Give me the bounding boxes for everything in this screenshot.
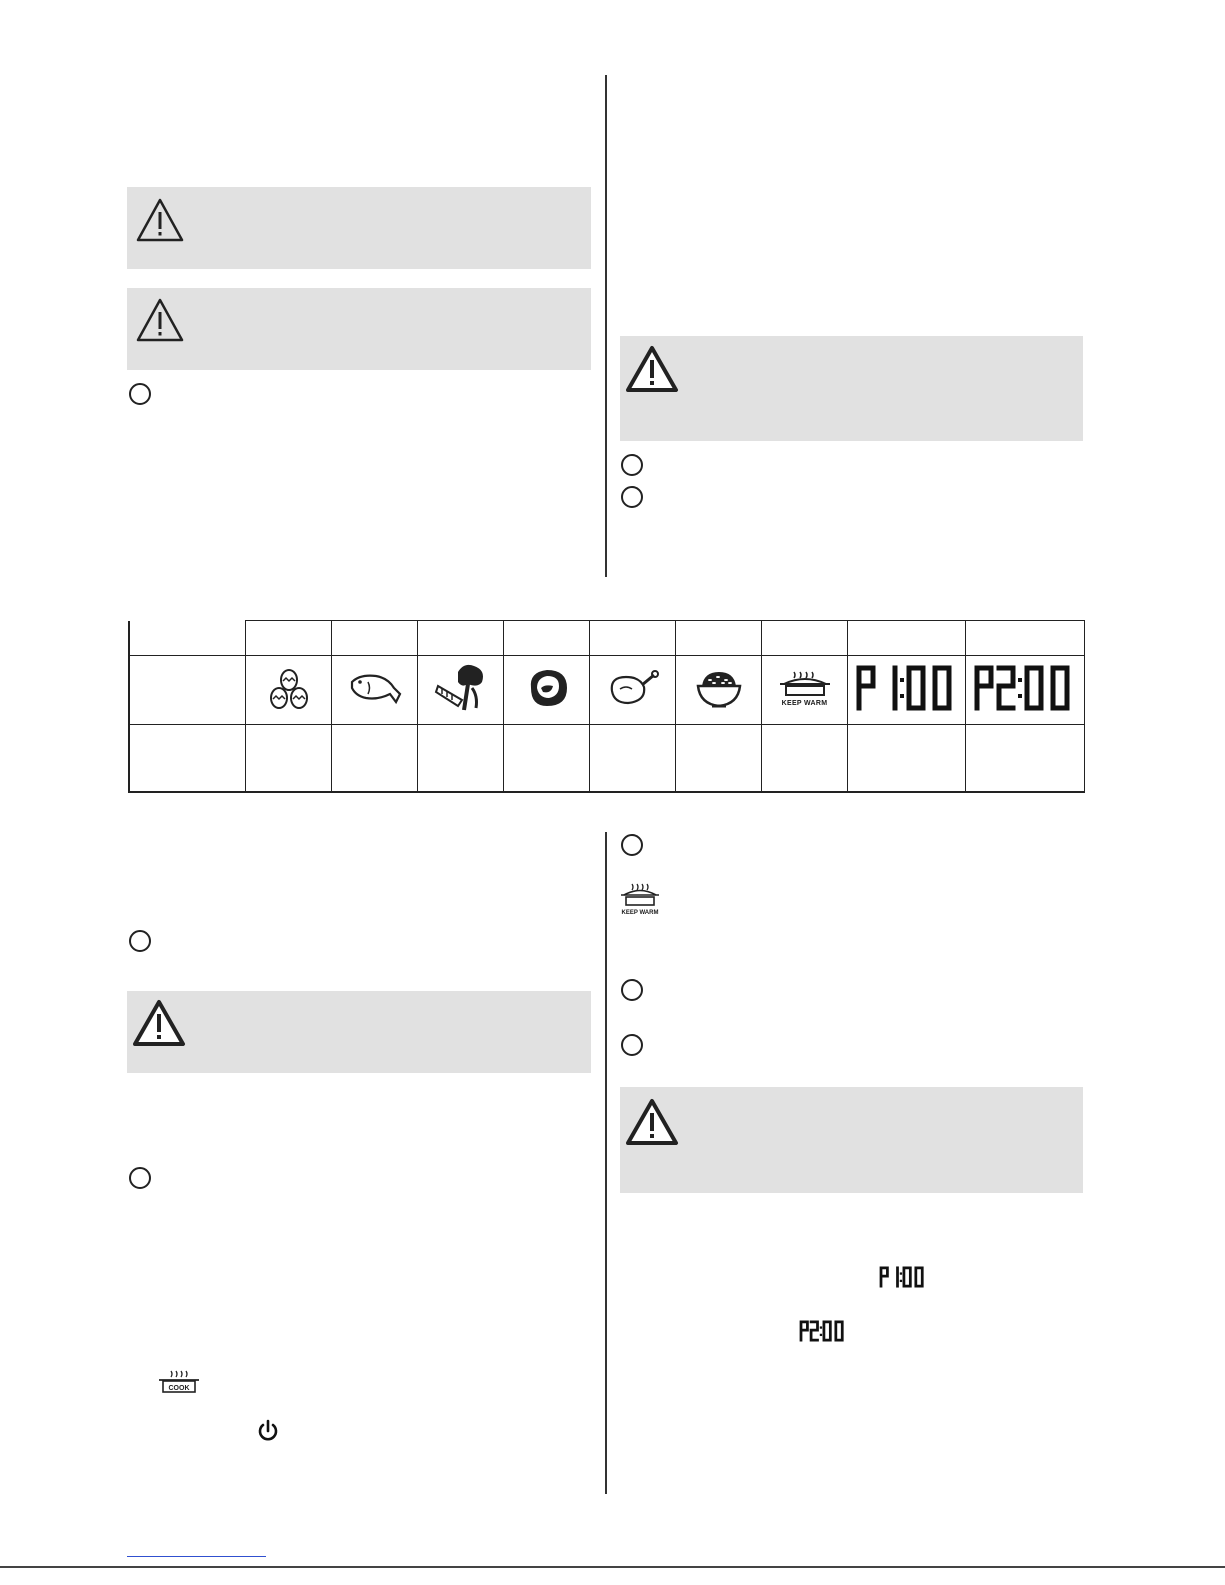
footer-rule <box>0 1566 1225 1568</box>
step-marker-5 <box>129 1167 151 1189</box>
warning-box-2 <box>127 288 591 370</box>
warning-box-5 <box>620 1087 1083 1193</box>
vegetables-icon <box>434 662 488 714</box>
mode-label-cell <box>848 621 966 656</box>
mode-value-cell <box>418 725 504 793</box>
row-label-cell <box>129 725 246 793</box>
table-corner <box>129 656 246 725</box>
cook-icon <box>157 1370 201 1394</box>
column-divider-top <box>605 75 607 577</box>
keep-warm-icon <box>778 670 832 707</box>
p1-inline-display <box>879 1266 927 1293</box>
warning-triangle-icon <box>132 998 186 1048</box>
mode-value-cell <box>676 725 762 793</box>
mode-icon-cell <box>246 656 332 725</box>
cooking-mode-table <box>128 620 1085 793</box>
mode-value-cell <box>504 725 590 793</box>
rice-icon <box>694 666 744 710</box>
mode-label-cell <box>418 621 504 656</box>
cook-caption: COOK <box>168 1385 190 1392</box>
mode-label-cell <box>966 621 1085 656</box>
mode-label-cell <box>590 621 676 656</box>
mode-icon-cell <box>504 656 590 725</box>
keep-warm-caption: KEEP WARM <box>781 700 828 707</box>
warning-box-3 <box>620 336 1083 441</box>
step-marker-2 <box>621 454 643 476</box>
mode-label-cell <box>504 621 590 656</box>
mode-label-cell <box>246 621 332 656</box>
mode-icon-cell <box>676 656 762 725</box>
mode-icon-cell <box>848 656 966 725</box>
mode-label-cell <box>762 621 848 656</box>
warning-box-4 <box>127 991 591 1073</box>
mode-icon-cell <box>332 656 418 725</box>
footer-link-underline[interactable] <box>127 1556 266 1557</box>
step-marker-7 <box>621 979 643 1001</box>
step-marker-4 <box>129 930 151 952</box>
warning-triangle-icon <box>135 297 185 343</box>
warning-triangle-icon <box>625 344 679 394</box>
eggs-icon <box>265 664 313 712</box>
poultry-icon <box>606 667 660 709</box>
mode-icon-cell <box>418 656 504 725</box>
keep-warm-inline-caption: KEEP WARM <box>621 910 659 916</box>
table-corner <box>129 621 246 656</box>
keep-warm-inline-icon <box>617 882 663 918</box>
step-marker-3 <box>621 486 643 508</box>
mode-icon-cell <box>590 656 676 725</box>
mode-value-cell <box>762 725 848 793</box>
mode-label-cell <box>676 621 762 656</box>
mode-label-cell <box>332 621 418 656</box>
p2-inline-display <box>799 1320 847 1347</box>
step-marker-1 <box>129 383 151 405</box>
meat-icon <box>523 666 571 710</box>
program-2-display <box>973 664 1077 712</box>
fish-icon <box>348 668 402 708</box>
warning-box-1 <box>127 187 591 269</box>
mode-value-cell <box>332 725 418 793</box>
power-icon <box>256 1419 280 1443</box>
mode-value-cell <box>590 725 676 793</box>
step-marker-6 <box>621 834 643 856</box>
mode-icon-cell <box>762 656 848 725</box>
program-1-display <box>855 664 959 712</box>
mode-value-cell <box>848 725 966 793</box>
step-marker-8 <box>621 1034 643 1056</box>
mode-value-cell <box>966 725 1085 793</box>
warning-triangle-icon <box>135 197 185 243</box>
column-divider-bottom <box>605 832 607 1494</box>
mode-value-cell <box>246 725 332 793</box>
warning-triangle-icon <box>625 1097 679 1147</box>
mode-icon-cell <box>966 656 1085 725</box>
